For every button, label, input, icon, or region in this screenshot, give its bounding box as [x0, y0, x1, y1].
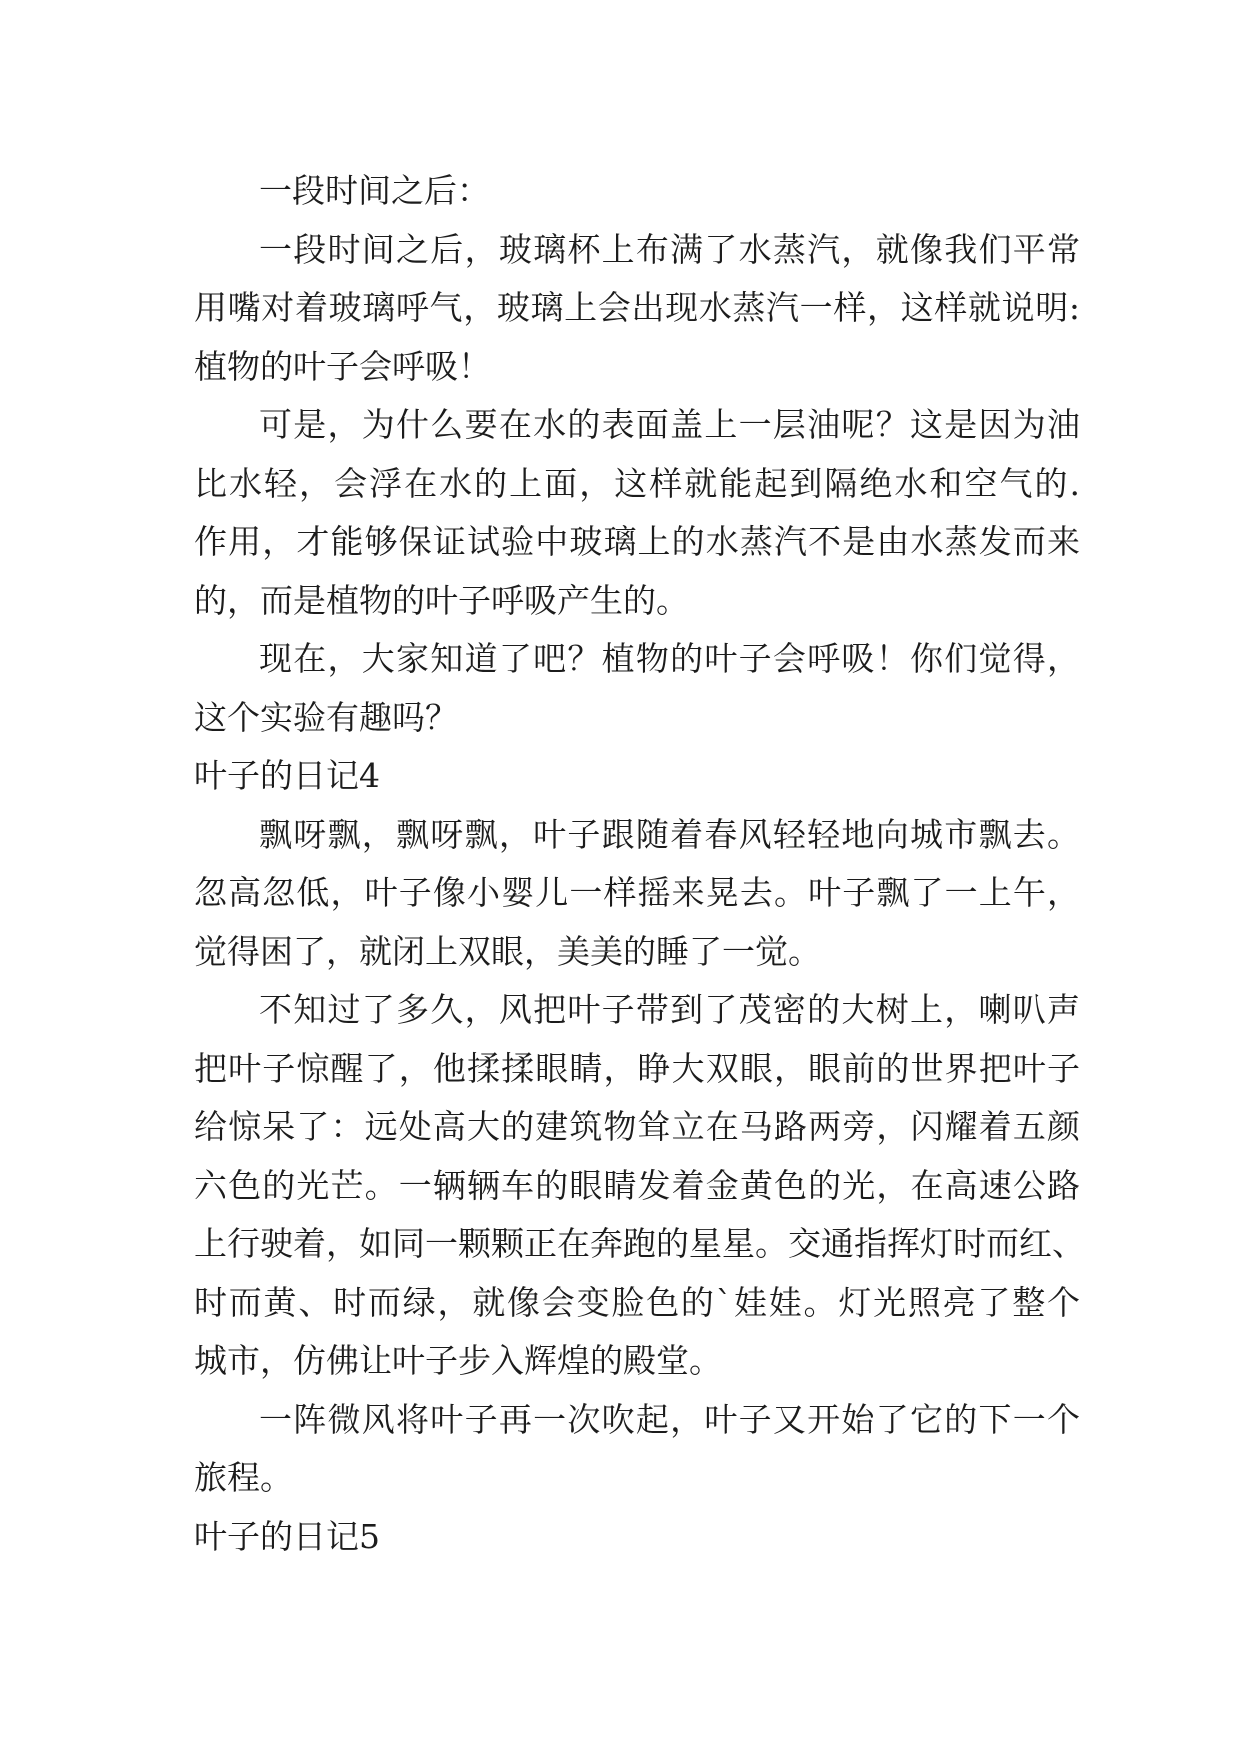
paragraph-line: 这个实验有趣吗？ [194, 697, 458, 737]
section-heading-text: 叶子的日记5 [194, 1516, 380, 1556]
paragraph-line: 作用，才能够保证试验中玻璃上的水蒸汽不是由水蒸发而来 [194, 522, 1080, 561]
document-body [194, 162, 1085, 1566]
paragraph-line: 可是，为什么要在水的表面盖上一层油呢？这是因为油 [259, 405, 1080, 444]
paragraph-line: 现在，大家知道了吧？植物的叶子会呼吸！你们觉得， [259, 639, 1080, 678]
paragraph-line: 植物的叶子会呼吸！ [194, 346, 491, 386]
paragraph-line: 城市，仿佛让叶子步入辉煌的殿堂。 [194, 1341, 722, 1380]
paragraph-line: 比水轻，会浮在水的上面，这样就能起到隔绝水和空气的. [194, 463, 1080, 503]
paragraph-line: 旅程。 [194, 1458, 293, 1497]
paragraph-line: 一段时间之后： [259, 171, 490, 210]
paragraph [194, 221, 1080, 397]
paragraph-line: 飘呀飘，飘呀飘，叶子跟随着春风轻轻地向城市飘去。 [259, 814, 1080, 854]
paragraph-line: 的，而是植物的叶子呼吸产生的。 [194, 580, 689, 620]
paragraph-line: 时而黄、时而绿，就像会变脸色的`娃娃。灯光照亮了整个 [194, 1282, 1080, 1322]
paragraph [194, 806, 1080, 982]
paragraph-line: 用嘴对着玻璃呼气，玻璃上会出现水蒸汽一样，这样就说明: [194, 288, 1080, 327]
paragraph-line: 一阵微风将叶子再一次吹起，叶子又开始了它的下一个 [259, 1399, 1080, 1439]
paragraph [194, 630, 1080, 747]
paragraph [194, 162, 1080, 221]
paragraph-line: 一段时间之后，玻璃杯上布满了水蒸汽，就像我们平常 [259, 229, 1080, 269]
section-heading [194, 747, 1080, 806]
paragraph-line: 给惊呆了：远处高大的建筑物耸立在马路两旁，闪耀着五颜 [194, 1107, 1080, 1146]
paragraph-line: 不知过了多久，风把叶子带到了茂密的大树上，喇叭声 [259, 990, 1080, 1029]
paragraph-line: 觉得困了，就闭上双眼，美美的睡了一觉。 [194, 931, 821, 971]
paragraph [194, 396, 1080, 630]
paragraph-line: 把叶子惊醒了，他揉揉眼睛，睁大双眼，眼前的世界把叶子 [194, 1048, 1080, 1088]
paragraph [194, 1391, 1080, 1508]
paragraph-line: 上行驶着，如同一颗颗正在奔跑的星星。交通指挥灯时而红、 [194, 1224, 1085, 1263]
section-heading-text: 叶子的日记4 [194, 756, 380, 795]
paragraph-line: 忽高忽低，叶子像小婴儿一样摇来晃去。叶子飘了一上午， [194, 873, 1080, 912]
paragraph-line: 六色的光芒。一辆辆车的眼睛发着金黄色的光，在高速公路 [194, 1165, 1080, 1205]
paragraph [194, 981, 1085, 1391]
section-heading [194, 1508, 1080, 1567]
